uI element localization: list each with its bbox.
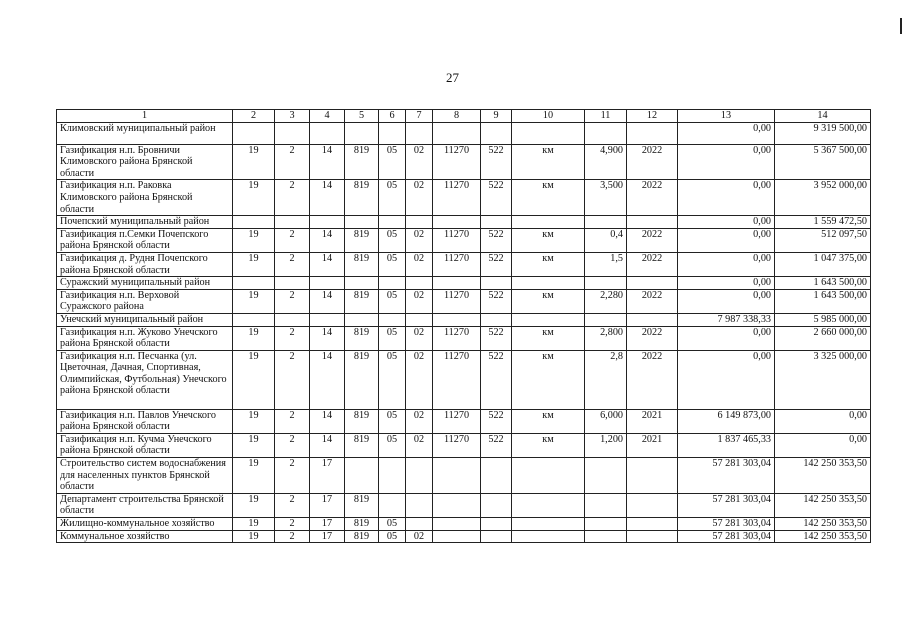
code-cell: 522: [481, 326, 512, 350]
code-cell: 819: [345, 326, 379, 350]
code-cell: [481, 530, 512, 543]
capacity-cell: 2,800: [585, 326, 627, 350]
amount-cell: 1 643 500,00: [775, 277, 871, 290]
code-cell: 14: [310, 350, 345, 409]
capacity-cell: [585, 458, 627, 494]
unit-cell: [512, 216, 585, 229]
code-cell: [275, 216, 310, 229]
code-cell: 2: [275, 458, 310, 494]
year-cell: [627, 493, 678, 517]
year-cell: 2022: [627, 289, 678, 313]
row-name-cell: Департамент строительства Брянской области: [57, 493, 233, 517]
column-header: 5: [345, 110, 379, 123]
code-cell: 05: [379, 433, 406, 457]
code-cell: [379, 277, 406, 290]
table-row: [57, 350, 871, 409]
code-cell: 11270: [433, 144, 481, 180]
code-cell: 05: [379, 326, 406, 350]
column-header: 2: [233, 110, 275, 123]
table-row: [57, 326, 871, 350]
code-cell: [275, 122, 310, 144]
code-cell: 02: [406, 350, 433, 409]
table-row: [57, 228, 871, 252]
unit-cell: км: [512, 433, 585, 457]
code-cell: 17: [310, 518, 345, 531]
year-cell: 2022: [627, 252, 678, 276]
code-cell: [345, 277, 379, 290]
amount-cell: 57 281 303,04: [678, 493, 775, 517]
code-cell: 819: [345, 530, 379, 543]
year-cell: [627, 458, 678, 494]
code-cell: 11270: [433, 326, 481, 350]
code-cell: 19: [233, 180, 275, 216]
edge-mark: [900, 18, 902, 34]
row-name-cell: Газификация н.п. Жуково Унечского района Брянской области: [57, 326, 233, 350]
code-cell: [406, 216, 433, 229]
table-row: [57, 289, 871, 313]
code-cell: [481, 313, 512, 326]
capacity-cell: [585, 277, 627, 290]
code-cell: 05: [379, 518, 406, 531]
code-cell: 819: [345, 433, 379, 457]
unit-cell: км: [512, 289, 585, 313]
code-cell: 11270: [433, 228, 481, 252]
code-cell: 522: [481, 433, 512, 457]
code-cell: 2: [275, 433, 310, 457]
column-header: 1: [57, 110, 233, 123]
amount-cell: 5 367 500,00: [775, 144, 871, 180]
code-cell: 11270: [433, 350, 481, 409]
unit-cell: км: [512, 350, 585, 409]
code-cell: 19: [233, 144, 275, 180]
amount-cell: 1 643 500,00: [775, 289, 871, 313]
column-header: 11: [585, 110, 627, 123]
amount-cell: 142 250 353,50: [775, 518, 871, 531]
code-cell: 522: [481, 252, 512, 276]
year-cell: [627, 277, 678, 290]
code-cell: 2: [275, 350, 310, 409]
capacity-cell: 1,5: [585, 252, 627, 276]
code-cell: 522: [481, 289, 512, 313]
code-cell: [233, 313, 275, 326]
code-cell: [481, 277, 512, 290]
code-cell: [233, 277, 275, 290]
code-cell: 05: [379, 252, 406, 276]
column-header: 14: [775, 110, 871, 123]
row-name-cell: Газификация д. Рудня Почепского района Брянской области: [57, 252, 233, 276]
table-row: [57, 409, 871, 433]
code-cell: 14: [310, 180, 345, 216]
row-name-cell: Газификация н.п. Павлов Унечского района Брянской области: [57, 409, 233, 433]
row-name-cell: Почепский муниципальный район: [57, 216, 233, 229]
unit-cell: [512, 277, 585, 290]
table-row: [57, 313, 871, 326]
table-row: [57, 433, 871, 457]
amount-cell: 1 559 472,50: [775, 216, 871, 229]
table-row: [57, 216, 871, 229]
amount-cell: 0,00: [678, 180, 775, 216]
unit-cell: [512, 458, 585, 494]
unit-cell: км: [512, 228, 585, 252]
code-cell: 819: [345, 518, 379, 531]
amount-cell: 0,00: [678, 122, 775, 144]
code-cell: [379, 313, 406, 326]
amount-cell: 1 837 465,33: [678, 433, 775, 457]
capacity-cell: 2,280: [585, 289, 627, 313]
code-cell: [275, 313, 310, 326]
column-header: 3: [275, 110, 310, 123]
amount-cell: 0,00: [678, 326, 775, 350]
amount-cell: 57 281 303,04: [678, 458, 775, 494]
code-cell: [406, 277, 433, 290]
column-header: 9: [481, 110, 512, 123]
column-header: 6: [379, 110, 406, 123]
amount-cell: 0,00: [678, 289, 775, 313]
code-cell: 19: [233, 350, 275, 409]
capacity-cell: 6,000: [585, 409, 627, 433]
unit-cell: [512, 518, 585, 531]
amount-cell: 0,00: [775, 433, 871, 457]
row-name-cell: Унечский муниципальный район: [57, 313, 233, 326]
code-cell: 17: [310, 458, 345, 494]
capacity-cell: [585, 518, 627, 531]
code-cell: [345, 122, 379, 144]
code-cell: 819: [345, 493, 379, 517]
year-cell: [627, 216, 678, 229]
code-cell: 05: [379, 350, 406, 409]
amount-cell: 2 660 000,00: [775, 326, 871, 350]
code-cell: 02: [406, 433, 433, 457]
code-cell: 17: [310, 530, 345, 543]
amount-cell: 9 319 500,00: [775, 122, 871, 144]
code-cell: 02: [406, 530, 433, 543]
year-cell: [627, 530, 678, 543]
table-row: [57, 180, 871, 216]
code-cell: [406, 313, 433, 326]
year-cell: 2021: [627, 409, 678, 433]
code-cell: [433, 530, 481, 543]
row-name-cell: Газификация н.п. Кучма Унечского района Брянской области: [57, 433, 233, 457]
table-row: [57, 530, 871, 543]
code-cell: 14: [310, 409, 345, 433]
unit-cell: [512, 122, 585, 144]
code-cell: [379, 122, 406, 144]
code-cell: [481, 518, 512, 531]
code-cell: 05: [379, 409, 406, 433]
table-row: [57, 518, 871, 531]
code-cell: 02: [406, 228, 433, 252]
code-cell: [481, 458, 512, 494]
code-cell: [406, 518, 433, 531]
code-cell: [433, 122, 481, 144]
amount-cell: 6 149 873,00: [678, 409, 775, 433]
capacity-cell: [585, 216, 627, 229]
code-cell: [406, 122, 433, 144]
code-cell: 2: [275, 144, 310, 180]
year-cell: 2022: [627, 350, 678, 409]
code-cell: 11270: [433, 289, 481, 313]
code-cell: 2: [275, 530, 310, 543]
code-cell: [481, 216, 512, 229]
code-cell: 19: [233, 252, 275, 276]
code-cell: 819: [345, 180, 379, 216]
code-cell: [345, 458, 379, 494]
capacity-cell: 4,900: [585, 144, 627, 180]
code-cell: 19: [233, 433, 275, 457]
code-cell: [433, 216, 481, 229]
code-cell: 11270: [433, 180, 481, 216]
unit-cell: [512, 530, 585, 543]
code-cell: 2: [275, 326, 310, 350]
code-cell: 522: [481, 180, 512, 216]
amount-cell: 142 250 353,50: [775, 458, 871, 494]
unit-cell: км: [512, 252, 585, 276]
code-cell: 14: [310, 433, 345, 457]
code-cell: [310, 216, 345, 229]
year-cell: 2022: [627, 326, 678, 350]
code-cell: [433, 313, 481, 326]
amount-cell: 1 047 375,00: [775, 252, 871, 276]
code-cell: 522: [481, 409, 512, 433]
code-cell: 14: [310, 228, 345, 252]
code-cell: [233, 216, 275, 229]
amount-cell: 3 325 000,00: [775, 350, 871, 409]
year-cell: [627, 313, 678, 326]
code-cell: 14: [310, 144, 345, 180]
budget-table: [56, 109, 871, 543]
code-cell: 819: [345, 144, 379, 180]
unit-cell: км: [512, 326, 585, 350]
code-cell: 19: [233, 289, 275, 313]
unit-cell: [512, 493, 585, 517]
row-name-cell: Коммунальное хозяйство: [57, 530, 233, 543]
code-cell: 11270: [433, 409, 481, 433]
code-cell: [433, 493, 481, 517]
row-name-cell: Газификация н.п. Бровничи Климовского района Брянской области: [57, 144, 233, 180]
code-cell: 819: [345, 289, 379, 313]
amount-cell: 7 987 338,33: [678, 313, 775, 326]
table-row: [57, 493, 871, 517]
code-cell: 522: [481, 350, 512, 409]
capacity-cell: [585, 493, 627, 517]
capacity-cell: 0,4: [585, 228, 627, 252]
code-cell: 19: [233, 493, 275, 517]
code-cell: 14: [310, 289, 345, 313]
code-cell: 2: [275, 252, 310, 276]
amount-cell: 0,00: [775, 409, 871, 433]
code-cell: 05: [379, 144, 406, 180]
code-cell: 02: [406, 409, 433, 433]
code-cell: 05: [379, 180, 406, 216]
code-cell: 2: [275, 409, 310, 433]
code-cell: 19: [233, 458, 275, 494]
column-header: 4: [310, 110, 345, 123]
code-cell: [433, 277, 481, 290]
code-cell: [481, 122, 512, 144]
code-cell: 19: [233, 409, 275, 433]
code-cell: 02: [406, 180, 433, 216]
code-cell: 819: [345, 252, 379, 276]
row-name-cell: Климовский муниципальный район: [57, 122, 233, 144]
code-cell: 19: [233, 228, 275, 252]
year-cell: 2021: [627, 433, 678, 457]
amount-cell: 0,00: [678, 252, 775, 276]
code-cell: [379, 493, 406, 517]
column-header: 8: [433, 110, 481, 123]
code-cell: 11270: [433, 433, 481, 457]
row-name-cell: Газификация н.п. Песчанка (ул. Цветочная, Дачная, Спортивная, Олимпийская, Футбольная) Унечского района Брянской области: [57, 350, 233, 409]
year-cell: [627, 122, 678, 144]
table-row: [57, 458, 871, 494]
code-cell: 2: [275, 289, 310, 313]
capacity-cell: [585, 530, 627, 543]
amount-cell: 3 952 000,00: [775, 180, 871, 216]
code-cell: 02: [406, 252, 433, 276]
code-cell: [379, 458, 406, 494]
code-cell: 19: [233, 530, 275, 543]
capacity-cell: 1,200: [585, 433, 627, 457]
row-name-cell: Строительство систем водоснабжения для населенных пунктов Брянской области: [57, 458, 233, 494]
code-cell: [345, 216, 379, 229]
code-cell: 11270: [433, 252, 481, 276]
code-cell: [275, 277, 310, 290]
code-cell: 819: [345, 409, 379, 433]
code-cell: 522: [481, 228, 512, 252]
amount-cell: 142 250 353,50: [775, 530, 871, 543]
code-cell: [433, 518, 481, 531]
code-cell: 02: [406, 289, 433, 313]
column-header: 10: [512, 110, 585, 123]
code-cell: 05: [379, 228, 406, 252]
column-header: 12: [627, 110, 678, 123]
code-cell: 2: [275, 493, 310, 517]
table-row: [57, 252, 871, 276]
code-cell: [379, 216, 406, 229]
code-cell: 522: [481, 144, 512, 180]
capacity-cell: 2,8: [585, 350, 627, 409]
code-cell: [406, 493, 433, 517]
page-number: 27: [446, 70, 459, 85]
row-name-cell: Газификация н.п. Раковка Климовского района Брянской области: [57, 180, 233, 216]
table-row: [57, 122, 871, 144]
code-cell: 2: [275, 228, 310, 252]
row-name-cell: Газификация н.п. Верховой Суражского района: [57, 289, 233, 313]
amount-cell: 0,00: [678, 216, 775, 229]
row-name-cell: Газификация п.Семки Почепского района Брянской области: [57, 228, 233, 252]
amount-cell: 57 281 303,04: [678, 530, 775, 543]
code-cell: 02: [406, 144, 433, 180]
code-cell: [406, 458, 433, 494]
unit-cell: [512, 313, 585, 326]
unit-cell: км: [512, 409, 585, 433]
amount-cell: 0,00: [678, 144, 775, 180]
code-cell: [433, 458, 481, 494]
amount-cell: 142 250 353,50: [775, 493, 871, 517]
capacity-cell: [585, 122, 627, 144]
unit-cell: км: [512, 180, 585, 216]
year-cell: [627, 518, 678, 531]
code-cell: 2: [275, 180, 310, 216]
code-cell: 14: [310, 326, 345, 350]
year-cell: 2022: [627, 180, 678, 216]
code-cell: [345, 313, 379, 326]
code-cell: 19: [233, 518, 275, 531]
code-cell: 819: [345, 350, 379, 409]
table-row: [57, 277, 871, 290]
row-name-cell: Суражский муниципальный район: [57, 277, 233, 290]
row-name-cell: Жилищно-коммунальное хозяйство: [57, 518, 233, 531]
code-cell: 17: [310, 493, 345, 517]
amount-cell: 57 281 303,04: [678, 518, 775, 531]
column-header: 13: [678, 110, 775, 123]
capacity-cell: 3,500: [585, 180, 627, 216]
code-cell: 05: [379, 289, 406, 313]
code-cell: [310, 277, 345, 290]
amount-cell: 5 985 000,00: [775, 313, 871, 326]
column-number-row: [57, 110, 871, 123]
table-row: [57, 144, 871, 180]
code-cell: 819: [345, 228, 379, 252]
code-cell: 05: [379, 530, 406, 543]
amount-cell: 512 097,50: [775, 228, 871, 252]
unit-cell: км: [512, 144, 585, 180]
amount-cell: 0,00: [678, 277, 775, 290]
code-cell: [310, 122, 345, 144]
code-cell: [233, 122, 275, 144]
code-cell: 2: [275, 518, 310, 531]
code-cell: [481, 493, 512, 517]
amount-cell: 0,00: [678, 228, 775, 252]
amount-cell: 0,00: [678, 350, 775, 409]
code-cell: [310, 313, 345, 326]
year-cell: 2022: [627, 144, 678, 180]
column-header: 7: [406, 110, 433, 123]
code-cell: 02: [406, 326, 433, 350]
code-cell: 14: [310, 252, 345, 276]
year-cell: 2022: [627, 228, 678, 252]
capacity-cell: [585, 313, 627, 326]
code-cell: 19: [233, 326, 275, 350]
